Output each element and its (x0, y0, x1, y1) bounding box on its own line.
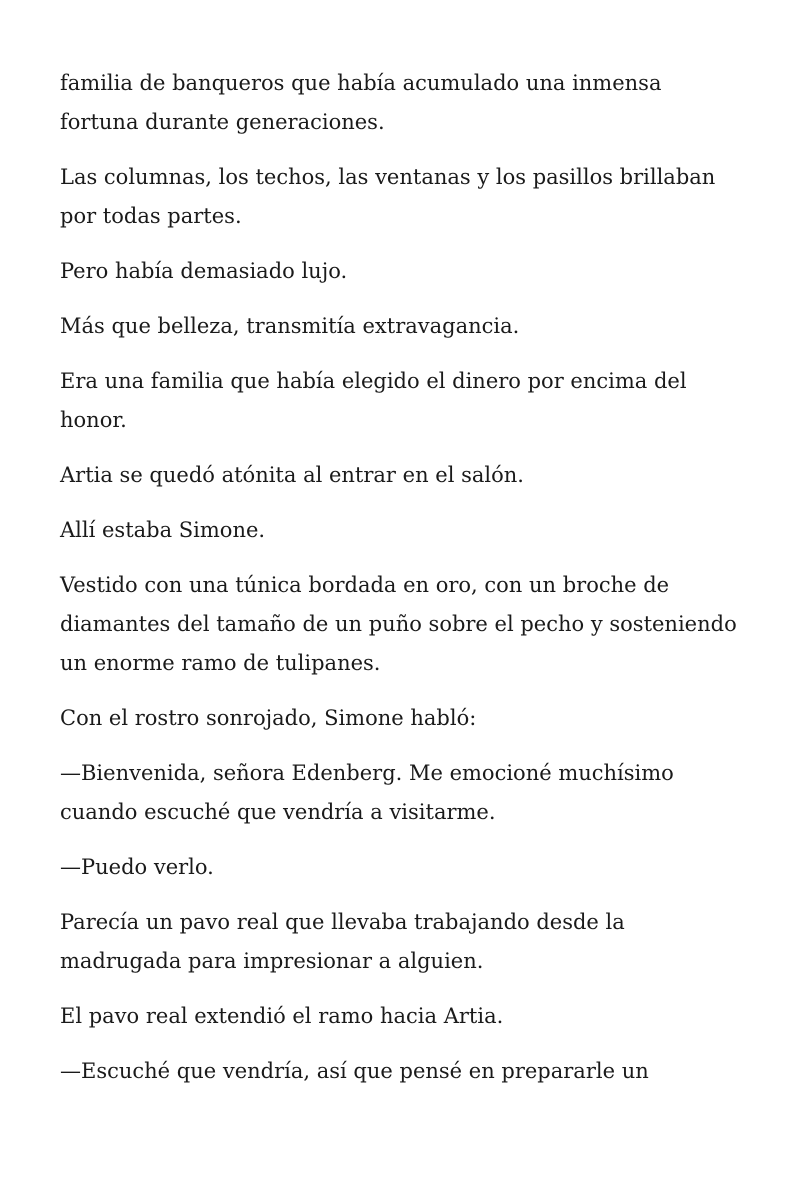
paragraph: Artia se quedó atónita al entrar en el salón. (60, 463, 524, 487)
paragraph: Era una familia que había elegido el dinero por encima del honor. (60, 369, 687, 432)
paragraph: Parecía un pavo real que llevaba trabajando desde la madrugada para impresionar a alguien. (60, 910, 625, 973)
paragraph: Allí estaba Simone. (60, 518, 266, 542)
paragraph: El pavo real extendió el ramo hacia Artia. (60, 1004, 504, 1028)
paragraph: Con el rostro sonrojado, Simone habló: (60, 706, 477, 730)
paragraph: Más que belleza, transmitía extravagancia. (60, 314, 520, 338)
paragraph: —Puedo verlo. (60, 855, 214, 879)
paragraph: Vestido con una túnica bordada en oro, con un broche de diamantes del tamaño de un puño sobre el pecho y sosteniendo un enorme ramo de tulipanes. (60, 573, 737, 675)
paragraph: —Escuché que vendría, así que pensé en prepararle un (60, 1059, 649, 1083)
reading-page (60, 64, 740, 1107)
paragraph: —Bienvenida, señora Edenberg. Me emocioné muchísimo cuando escuché que vendría a visitarme. (60, 761, 674, 824)
paragraph: Pero había demasiado lujo. (60, 259, 348, 283)
paragraph: Las columnas, los techos, las ventanas y los pasillos brillaban por todas partes. (60, 165, 716, 228)
paragraph: familia de banqueros que había acumulado una inmensa fortuna durante generaciones. (60, 71, 662, 134)
